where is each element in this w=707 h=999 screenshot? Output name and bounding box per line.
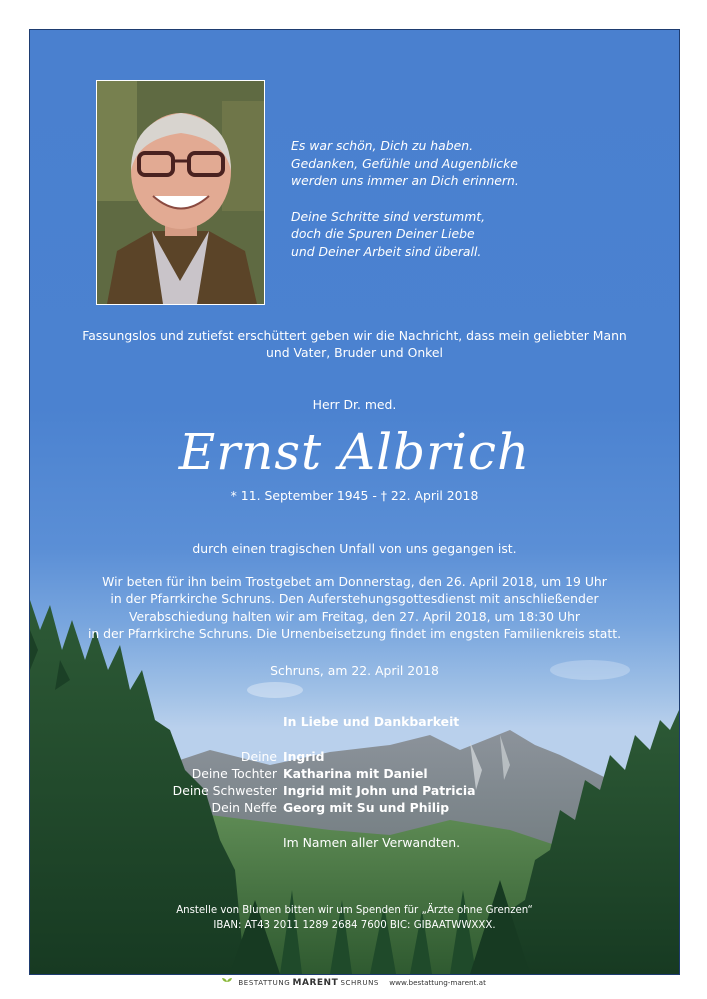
poem-line: und Deiner Arbeit sind überall.: [291, 243, 482, 259]
intro-line: und Vater, Bruder und Onkel: [266, 345, 443, 361]
service-line: in der Pfarrkirche Schruns. Den Auferstehungsgottesdienst mit anschließender: [110, 591, 599, 607]
mourner-relation: Dein Neffe: [211, 800, 277, 815]
mourner-row: [30, 748, 679, 766]
poem-line: werden uns immer an Dich erinnern.: [291, 173, 519, 189]
footer-town: SCHRUNS: [340, 979, 379, 987]
poem-stanza-1: [291, 137, 591, 190]
mourners-heading: In Liebe und Dankbarkeit: [283, 714, 460, 729]
service-details: [30, 573, 679, 643]
place-date: Schruns, am 22. April 2018: [270, 663, 439, 678]
mourner-relation: Deine Schwester: [172, 783, 277, 798]
mourner-names: Georg mit Su und Philip: [283, 800, 450, 815]
poem-stanza-2: [291, 208, 591, 261]
donation-note: [30, 904, 679, 933]
footer-url[interactable]: www.bestattung-marent.at: [389, 978, 486, 987]
mourner-relation: Deine: [240, 749, 277, 764]
deceased-name: Ernst Albrich: [178, 423, 531, 481]
donation-line: Anstelle von Blumen bitten wir um Spenden für „Ärzte ohne Grenzen“: [176, 905, 533, 916]
footer: [0, 974, 707, 996]
intro-line: Fassungslos und zutiefst erschüttert geben wir die Nachricht, dass mein geliebter Mann: [82, 328, 627, 343]
footer-brand: MARENT: [292, 978, 339, 988]
announcement-intro: [30, 327, 679, 362]
poem-line: Gedanken, Gefühle und Augenblicke: [291, 155, 518, 171]
service-line: Verabschiedung halten wir am Freitag, den 27. April 2018, um 18:30 Uhr: [128, 608, 581, 624]
poem-line: Es war schön, Dich zu haben.: [291, 138, 474, 153]
life-dates: * 11. September 1945 - † 22. April 2018: [230, 488, 479, 503]
mourner-names: Ingrid: [283, 749, 325, 764]
mourner-names: Katharina mit Daniel: [283, 766, 428, 781]
footer-prefix: BESTATTUNG: [238, 979, 291, 987]
mourner-row: [30, 765, 679, 783]
closing-line: Im Namen aller Verwandten.: [283, 835, 461, 850]
mourner-names: Ingrid mit John und Patricia: [283, 783, 476, 798]
portrait-icon: [97, 81, 264, 304]
mourner-row: [30, 799, 679, 817]
leaf-logo-icon: [221, 977, 233, 989]
mourner-relation: Deine Tochter: [191, 766, 277, 781]
cause-text: durch einen tragischen Unfall von uns gegangen ist.: [192, 541, 517, 556]
portrait-photo: [96, 80, 265, 305]
obituary-card: [29, 29, 680, 975]
honorific-title: Herr Dr. med.: [312, 397, 397, 412]
poem-line: Deine Schritte sind verstummt,: [291, 208, 486, 224]
donation-iban: IBAN: AT43 2011 1289 2684 7600 BIC: GIBAATWWXXX.: [213, 919, 496, 931]
poem-line: doch die Spuren Deiner Liebe: [291, 226, 475, 242]
service-line: Wir beten für ihn beim Trostgebet am Donnerstag, den 26. April 2018, um 19 Uhr: [102, 574, 607, 589]
poem: [291, 137, 591, 279]
service-line: in der Pfarrkirche Schruns. Die Urnenbeisetzung findet im engsten Familienkreis statt.: [87, 626, 622, 642]
mourner-row: [30, 782, 679, 800]
